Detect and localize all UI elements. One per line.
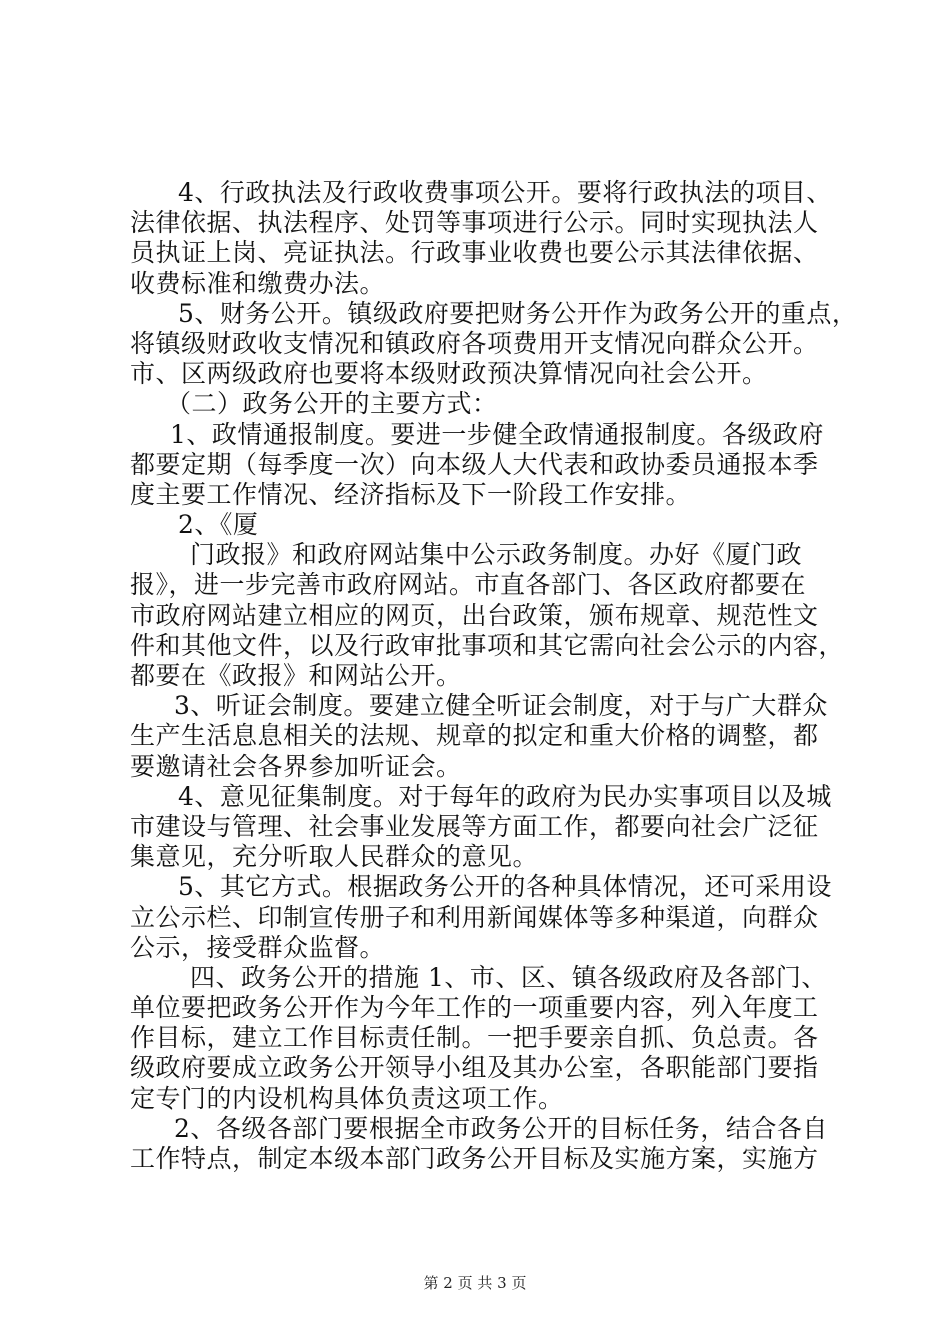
text-line: 立公示栏、印制宣传册子和利用新闻媒体等多种渠道，向群众 [130, 902, 819, 932]
text-line: 员执证上岗、亮证执法。行政事业收费也要公示其法律依据、 [130, 238, 819, 268]
section-heading: 四、政务公开的措施 1、市、区、镇各级政府及各部门、 [190, 962, 827, 992]
text-line: 法律依据、执法程序、处罚等事项进行公示。同时实现执法人 [130, 208, 819, 238]
text-line: 2、《厦 [178, 510, 259, 540]
text-line: 度主要工作情况、经济指标及下一阶段工作安排。 [130, 479, 692, 509]
text-line: 公示，接受群众监督。 [130, 932, 386, 962]
text-line: 报》，进一步完善市政府网站。市直各部门、各区政府都要在 [130, 570, 807, 600]
text-line: 件和其他文件，以及行政审批事项和其它需向社会公示的内容， [130, 630, 845, 660]
text-line: 市、区两级政府也要将本级财政预决算情况向社会公开。 [130, 359, 768, 389]
text-line: 都要定期（每季度一次）向本级人大代表和政协委员通报本季 [130, 449, 819, 479]
text-line: 作目标，建立工作目标责任制。一把手要亲自抓、负总责。各 [130, 1023, 819, 1053]
text-line: 1、政情通报制度。要进一步健全政情通报制度。各级政府 [170, 419, 824, 449]
text-line: 要邀请社会各界参加听证会。 [130, 751, 462, 781]
document-body [130, 178, 858, 1174]
text-line: 定专门的内设机构具体负责这项工作。 [130, 1083, 564, 1113]
text-line: 门政报》和政府网站集中公示政务制度。办好《厦门政 [190, 540, 803, 570]
text-line: 市政府网站建立相应的网页，出台政策，颁布规章、规范性文 [130, 600, 819, 630]
text-line: 5、财务公开。镇级政府要把财务公开作为政务公开的重点， [178, 298, 858, 328]
text-line: 将镇级财政收支情况和镇政府各项费用开支情况向群众公开。 [130, 328, 819, 358]
text-line: 单位要把政务公开作为今年工作的一项重要内容，列入年度工 [130, 993, 819, 1023]
text-line: 级政府要成立政务公开领导小组及其办公室，各职能部门要指 [130, 1053, 819, 1083]
text-line: 5、其它方式。根据政务公开的各种具体情况，还可采用设 [178, 872, 832, 902]
section-heading: （二）政务公开的主要方式： [166, 389, 498, 419]
text-line: 都要在《政报》和网站公开。 [130, 661, 462, 690]
text-line: 工作特点，制定本级本部门政务公开目标及实施方案，实施方 [130, 1144, 819, 1173]
text-line: 收费标准和缴费办法。 [130, 268, 386, 298]
text-line: 市建设与管理、社会事业发展等方面工作，都要向社会广泛征 [130, 811, 819, 841]
text-line: 2、各级各部门要根据全市政务公开的目标任务，结合各自 [174, 1113, 828, 1143]
text-line: 集意见，充分听取人民群众的意见。 [130, 842, 539, 872]
text-line: 生产生活息息相关的法规、规章的拟定和重大价格的调整，都 [130, 721, 819, 751]
text-line: 4、意见征集制度。对于每年的政府为民办实事项目以及城 [178, 781, 832, 811]
page-footer: 第 2 页 共 3 页 [423, 1274, 527, 1292]
text-line: 3、听证会制度。要建立健全听证会制度，对于与广大群众 [174, 691, 828, 721]
text-line: 4、行政执法及行政收费事项公开。要将行政执法的项目、 [178, 178, 832, 207]
